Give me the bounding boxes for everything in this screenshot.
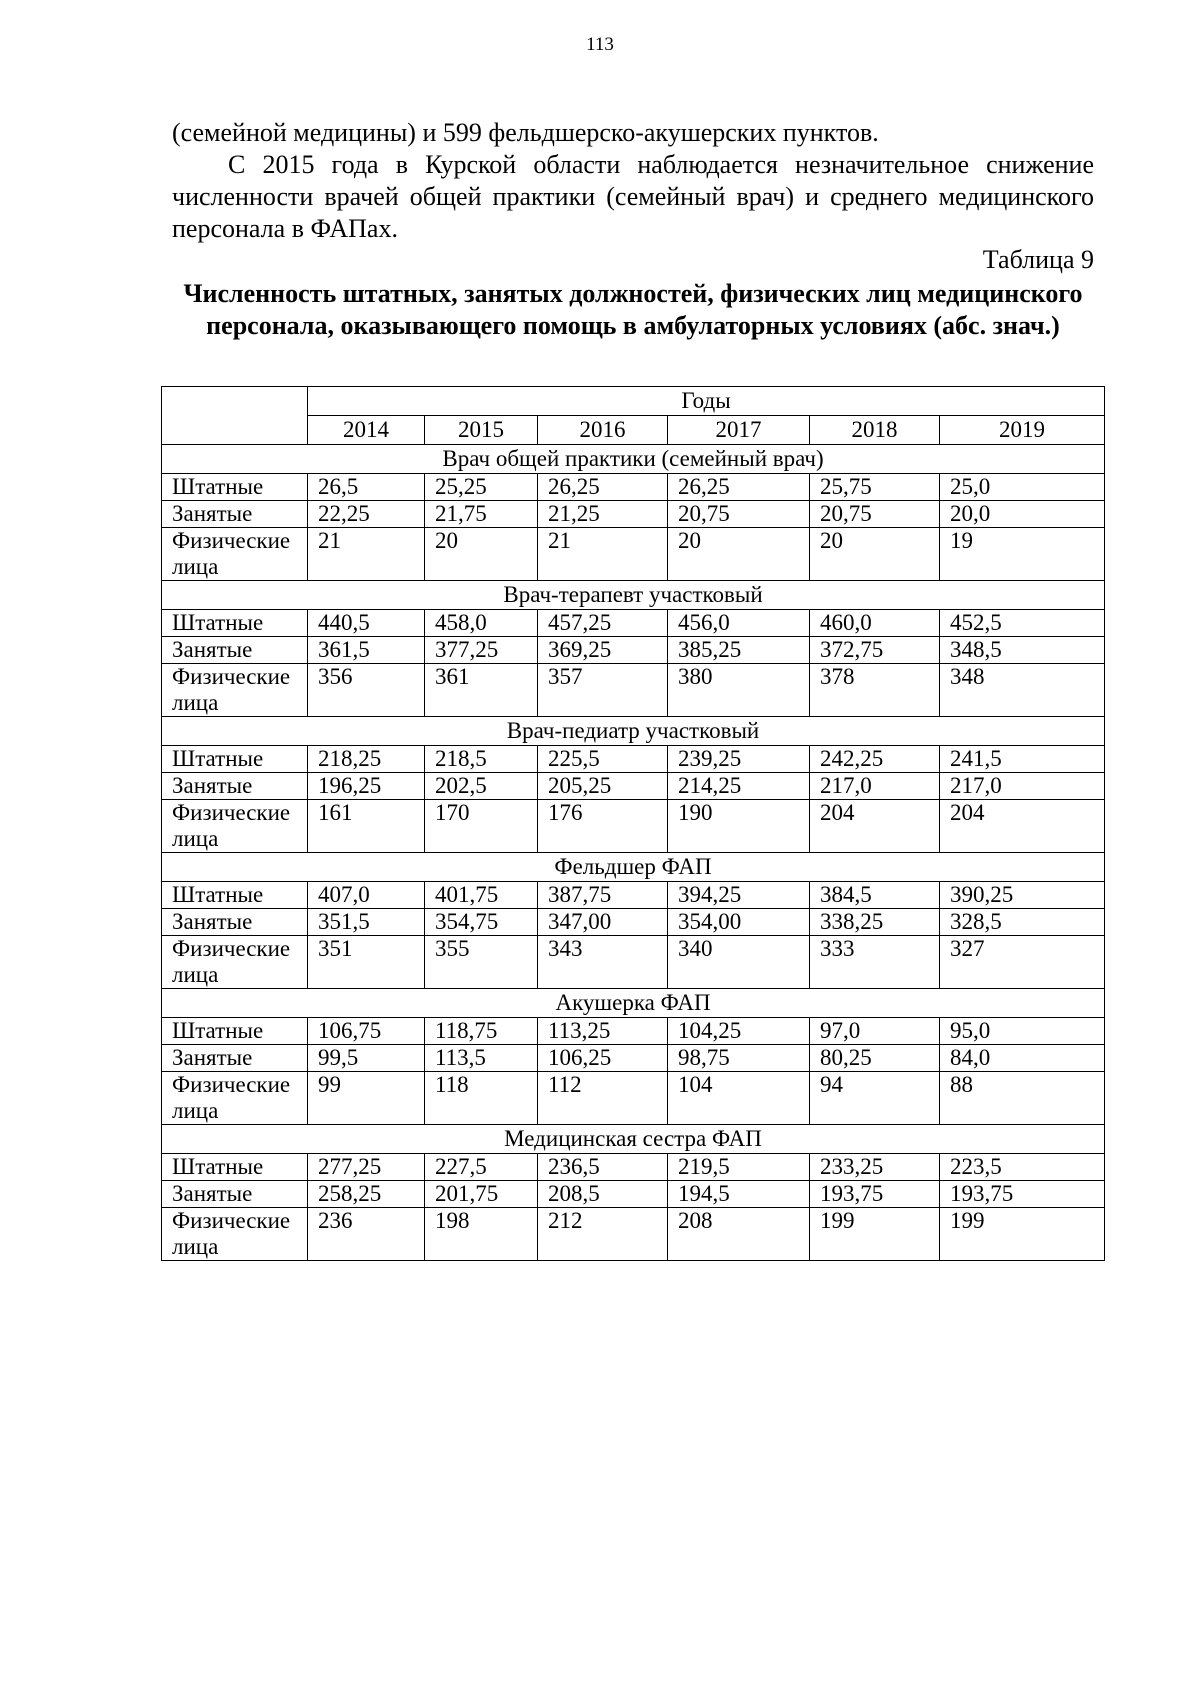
value-cell: 80,25 xyxy=(810,1045,940,1072)
value-cell: 354,00 xyxy=(668,909,810,936)
value-cell: 204 xyxy=(940,800,1105,853)
value-cell: 21 xyxy=(538,528,668,581)
value-cell: 19 xyxy=(940,528,1105,581)
value-cell: 198 xyxy=(425,1208,538,1261)
row-label: Физические лица xyxy=(162,800,308,853)
value-cell: 369,25 xyxy=(538,637,668,664)
value-cell: 277,25 xyxy=(308,1154,425,1181)
section-row xyxy=(162,1125,1105,1154)
row-label: Штатные xyxy=(162,882,308,909)
table-row xyxy=(162,1018,1105,1045)
value-cell: 21,75 xyxy=(425,501,538,528)
value-cell: 460,0 xyxy=(810,610,940,637)
table-row xyxy=(162,800,1105,853)
section-title: Врач-педиатр участковый xyxy=(162,717,1105,746)
table-row xyxy=(162,637,1105,664)
section-title: Медицинская сестра ФАП xyxy=(162,1125,1105,1154)
value-cell: 20,0 xyxy=(940,501,1105,528)
value-cell: 217,0 xyxy=(810,773,940,800)
value-cell: 170 xyxy=(425,800,538,853)
value-cell: 201,75 xyxy=(425,1181,538,1208)
value-cell: 20,75 xyxy=(668,501,810,528)
row-label: Физические лица xyxy=(162,1072,308,1125)
value-cell: 333 xyxy=(810,936,940,989)
value-cell: 20,75 xyxy=(810,501,940,528)
value-cell: 372,75 xyxy=(810,637,940,664)
value-cell: 242,25 xyxy=(810,746,940,773)
value-cell: 97,0 xyxy=(810,1018,940,1045)
value-cell: 104,25 xyxy=(668,1018,810,1045)
value-cell: 394,25 xyxy=(668,882,810,909)
value-cell: 387,75 xyxy=(538,882,668,909)
section-title: Врач общей практики (семейный врач) xyxy=(162,445,1105,474)
table-row xyxy=(162,909,1105,936)
value-cell: 25,25 xyxy=(425,474,538,501)
value-cell: 390,25 xyxy=(940,882,1105,909)
value-cell: 118,75 xyxy=(425,1018,538,1045)
value-cell: 354,75 xyxy=(425,909,538,936)
value-cell: 225,5 xyxy=(538,746,668,773)
value-cell: 456,0 xyxy=(668,610,810,637)
value-cell: 457,25 xyxy=(538,610,668,637)
value-cell: 21 xyxy=(308,528,425,581)
value-cell: 214,25 xyxy=(668,773,810,800)
value-cell: 348 xyxy=(940,664,1105,717)
row-label: Физические лица xyxy=(162,528,308,581)
value-cell: 99,5 xyxy=(308,1045,425,1072)
header-corner-cell xyxy=(162,387,308,445)
table-row xyxy=(162,501,1105,528)
table-row xyxy=(162,474,1105,501)
row-label: Занятые xyxy=(162,1181,308,1208)
value-cell: 88 xyxy=(940,1072,1105,1125)
value-cell: 361 xyxy=(425,664,538,717)
value-cell: 84,0 xyxy=(940,1045,1105,1072)
value-cell: 208 xyxy=(668,1208,810,1261)
table-row xyxy=(162,1072,1105,1125)
value-cell: 212 xyxy=(538,1208,668,1261)
header-group-cell: Годы xyxy=(308,387,1105,416)
value-cell: 205,25 xyxy=(538,773,668,800)
row-label: Штатные xyxy=(162,746,308,773)
year-header: 2019 xyxy=(940,416,1105,445)
value-cell: 338,25 xyxy=(810,909,940,936)
value-cell: 347,00 xyxy=(538,909,668,936)
row-label: Занятые xyxy=(162,909,308,936)
value-cell: 239,25 xyxy=(668,746,810,773)
value-cell: 26,25 xyxy=(668,474,810,501)
value-cell: 190 xyxy=(668,800,810,853)
value-cell: 219,5 xyxy=(668,1154,810,1181)
staff-table xyxy=(161,386,1105,1261)
row-label: Физические лица xyxy=(162,936,308,989)
section-row xyxy=(162,717,1105,746)
value-cell: 21,25 xyxy=(538,501,668,528)
section-row xyxy=(162,989,1105,1018)
value-cell: 196,25 xyxy=(308,773,425,800)
value-cell: 113,5 xyxy=(425,1045,538,1072)
value-cell: 380 xyxy=(668,664,810,717)
section-row xyxy=(162,445,1105,474)
value-cell: 26,25 xyxy=(538,474,668,501)
table-row xyxy=(162,664,1105,717)
value-cell: 25,0 xyxy=(940,474,1105,501)
paragraph-continuation: (семейной медицины) и 599 фельдшерско-акушерских пунктов. xyxy=(172,118,879,147)
value-cell: 218,5 xyxy=(425,746,538,773)
value-cell: 98,75 xyxy=(668,1045,810,1072)
row-label: Занятые xyxy=(162,773,308,800)
table-row xyxy=(162,1181,1105,1208)
value-cell: 357 xyxy=(538,664,668,717)
value-cell: 377,25 xyxy=(425,637,538,664)
value-cell: 112 xyxy=(538,1072,668,1125)
value-cell: 199 xyxy=(940,1208,1105,1261)
value-cell: 401,75 xyxy=(425,882,538,909)
value-cell: 26,5 xyxy=(308,474,425,501)
row-label: Занятые xyxy=(162,501,308,528)
table-row xyxy=(162,882,1105,909)
value-cell: 106,75 xyxy=(308,1018,425,1045)
value-cell: 104 xyxy=(668,1072,810,1125)
section-title: Фельдшер ФАП xyxy=(162,853,1105,882)
value-cell: 452,5 xyxy=(940,610,1105,637)
value-cell: 258,25 xyxy=(308,1181,425,1208)
year-header: 2017 xyxy=(668,416,810,445)
value-cell: 356 xyxy=(308,664,425,717)
value-cell: 236,5 xyxy=(538,1154,668,1181)
header-row-group xyxy=(162,387,1105,416)
value-cell: 20 xyxy=(668,528,810,581)
value-cell: 217,0 xyxy=(940,773,1105,800)
value-cell: 20 xyxy=(810,528,940,581)
value-cell: 118 xyxy=(425,1072,538,1125)
value-cell: 193,75 xyxy=(940,1181,1105,1208)
value-cell: 202,5 xyxy=(425,773,538,800)
value-cell: 384,5 xyxy=(810,882,940,909)
table-label: Таблица 9 xyxy=(982,245,1094,274)
value-cell: 22,25 xyxy=(308,501,425,528)
value-cell: 223,5 xyxy=(940,1154,1105,1181)
value-cell: 233,25 xyxy=(810,1154,940,1181)
section-title: Врач-терапевт участковый xyxy=(162,581,1105,610)
value-cell: 113,25 xyxy=(538,1018,668,1045)
table-row xyxy=(162,1154,1105,1181)
row-label: Штатные xyxy=(162,474,308,501)
value-cell: 340 xyxy=(668,936,810,989)
value-cell: 351 xyxy=(308,936,425,989)
value-cell: 407,0 xyxy=(308,882,425,909)
table-row xyxy=(162,528,1105,581)
page-number: 113 xyxy=(586,34,614,55)
value-cell: 176 xyxy=(538,800,668,853)
value-cell: 351,5 xyxy=(308,909,425,936)
table-row xyxy=(162,746,1105,773)
value-cell: 94 xyxy=(810,1072,940,1125)
table-row xyxy=(162,610,1105,637)
paragraph-main: С 2015 года в Курской области наблюдается незначительное снижение численности врачей общей практики (семейный врач) и среднего медицинского персонала в ФАПах. xyxy=(172,150,1094,243)
table-row xyxy=(162,773,1105,800)
value-cell: 241,5 xyxy=(940,746,1105,773)
year-header: 2014 xyxy=(308,416,425,445)
value-cell: 106,25 xyxy=(538,1045,668,1072)
table-row xyxy=(162,1045,1105,1072)
row-label: Занятые xyxy=(162,1045,308,1072)
value-cell: 378 xyxy=(810,664,940,717)
year-header: 2015 xyxy=(425,416,538,445)
table-row xyxy=(162,1208,1105,1261)
value-cell: 327 xyxy=(940,936,1105,989)
row-label: Штатные xyxy=(162,1154,308,1181)
table-title: Численность штатных, занятых должностей, физических лиц медицинского персонала, оказывающего помощь в амбулаторных условиях (абс. знач.) xyxy=(183,279,1083,340)
value-cell: 440,5 xyxy=(308,610,425,637)
row-label: Физические лица xyxy=(162,1208,308,1261)
value-cell: 204 xyxy=(810,800,940,853)
value-cell: 95,0 xyxy=(940,1018,1105,1045)
value-cell: 99 xyxy=(308,1072,425,1125)
value-cell: 227,5 xyxy=(425,1154,538,1181)
year-header: 2018 xyxy=(810,416,940,445)
value-cell: 218,25 xyxy=(308,746,425,773)
value-cell: 194,5 xyxy=(668,1181,810,1208)
table-row xyxy=(162,936,1105,989)
section-title: Акушерка ФАП xyxy=(162,989,1105,1018)
value-cell: 199 xyxy=(810,1208,940,1261)
value-cell: 328,5 xyxy=(940,909,1105,936)
value-cell: 385,25 xyxy=(668,637,810,664)
value-cell: 236 xyxy=(308,1208,425,1261)
row-label: Штатные xyxy=(162,610,308,637)
value-cell: 458,0 xyxy=(425,610,538,637)
value-cell: 343 xyxy=(538,936,668,989)
value-cell: 25,75 xyxy=(810,474,940,501)
section-row xyxy=(162,581,1105,610)
value-cell: 20 xyxy=(425,528,538,581)
row-label: Физические лица xyxy=(162,664,308,717)
section-row xyxy=(162,853,1105,882)
value-cell: 348,5 xyxy=(940,637,1105,664)
value-cell: 361,5 xyxy=(308,637,425,664)
row-label: Штатные xyxy=(162,1018,308,1045)
value-cell: 355 xyxy=(425,936,538,989)
value-cell: 208,5 xyxy=(538,1181,668,1208)
year-header: 2016 xyxy=(538,416,668,445)
value-cell: 193,75 xyxy=(810,1181,940,1208)
value-cell: 161 xyxy=(308,800,425,853)
row-label: Занятые xyxy=(162,637,308,664)
